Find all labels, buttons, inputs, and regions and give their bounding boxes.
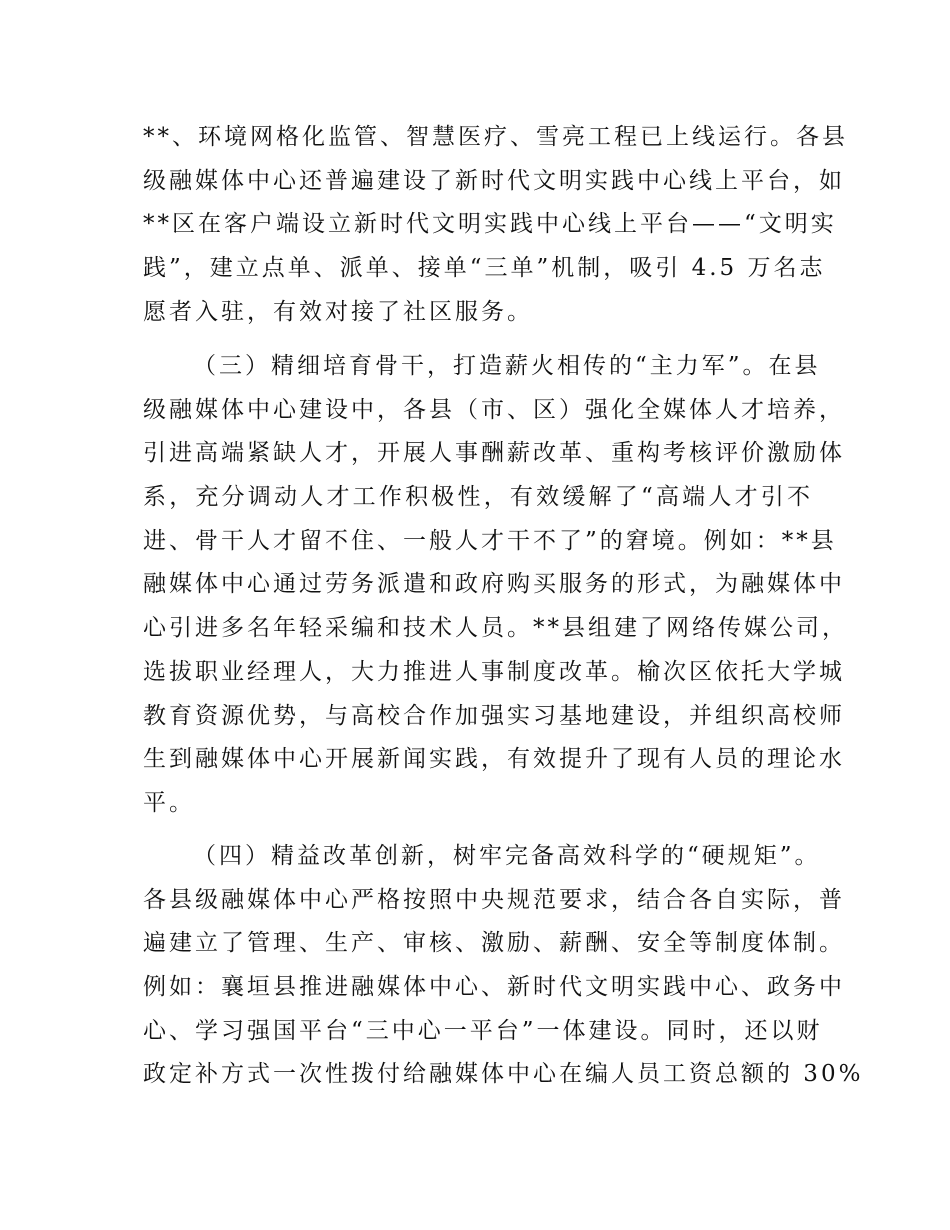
- paragraph-2: [143, 345, 848, 826]
- paragraph-3: [143, 835, 864, 1097]
- paragraph-line: 融媒体中心通过劳务派遣和政府购买服务的形式，为融媒体中: [143, 571, 845, 598]
- paragraph-line: 践”，建立点单、派单、接单“三单”机制，吸引 4.5 万名志: [143, 255, 826, 282]
- paragraph-line: 级融媒体中心还普遍建设了新时代文明实践中心线上平台，如: [143, 167, 845, 194]
- paragraph-line: （三）精细培育骨干，打造薪火相传的“主力军”。在县: [193, 353, 821, 379]
- paragraph-line: 心引进多名年轻采编和技术人员。**县组建了网络传媒公司，: [143, 615, 848, 642]
- paragraph-line: 引进高端紧缺人才，开展人事酬薪改革、重构考核评价激励体: [143, 440, 845, 467]
- paragraph-line: **区在客户端设立新时代文明实践中心线上平台——“文明实: [143, 211, 837, 238]
- paragraph-line: 政定补方式一次性拨付给融媒体中心在编人员工资总额的 30%: [143, 1061, 864, 1088]
- paragraph-line: 生到融媒体中心开展新闻实践，有效提升了现有人员的理论水: [143, 746, 845, 773]
- paragraph-line: 心、学习强国平台“三中心一平台”一体建设。同时，还以财: [143, 1017, 823, 1044]
- paragraph-1: [143, 116, 848, 334]
- paragraph-line: 平。: [143, 789, 195, 816]
- paragraph-line: 教育资源优势，与高校合作加强实习基地建设，并组织高校师: [143, 702, 845, 729]
- paragraph-line: 遍建立了管理、生产、审核、激励、薪酬、安全等制度体制。: [143, 930, 845, 957]
- paragraph-line: 例如：襄垣县推进融媒体中心、新时代文明实践中心、政务中: [143, 974, 845, 1001]
- paragraph-line: 级融媒体中心建设中，各县（市、区）强化全媒体人才培养，: [143, 396, 845, 423]
- paragraph-line: 系，充分调动人才工作积极性，有效缓解了“高端人才引不: [143, 484, 813, 511]
- paragraph-line: 各县级融媒体中心严格按照中央规范要求，结合各自实际，普: [143, 886, 845, 913]
- paragraph-line: （四）精益改革创新，树牢完备高效科学的“硬规矩”。: [193, 843, 821, 869]
- paragraph-line: **、环境网格化监管、智慧医疗、雪亮工程已上线运行。各县: [143, 124, 848, 150]
- paragraph-line: 进、骨干人才留不住、一般人才干不了”的窘境。例如：**县: [143, 527, 837, 554]
- paragraph-line: 愿者入驻，有效对接了社区服务。: [143, 298, 533, 325]
- paragraph-line: 选拔职业经理人，大力推进人事制度改革。榆次区依托大学城: [143, 658, 845, 685]
